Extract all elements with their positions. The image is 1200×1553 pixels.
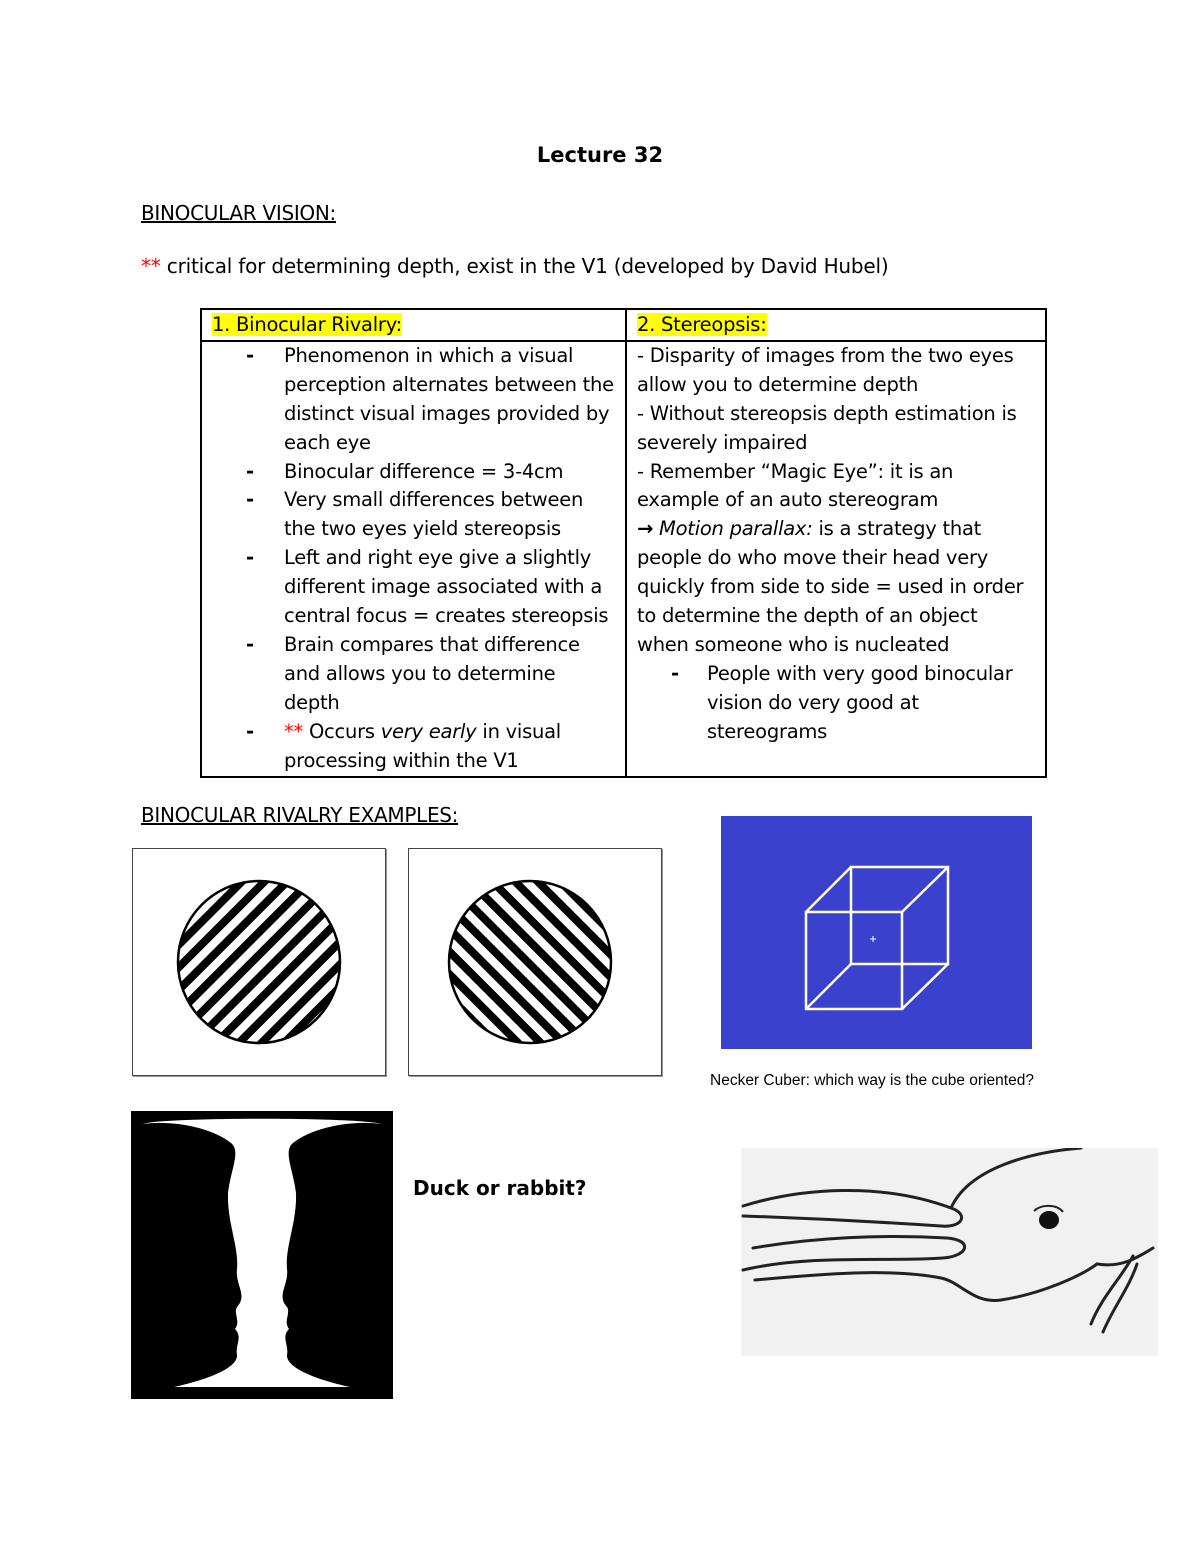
striped-disc-left: [178, 881, 340, 1043]
cube-edges: [806, 867, 948, 1009]
vase-shape: [143, 1119, 381, 1387]
duck-rabbit-eye: [1039, 1211, 1059, 1229]
intro-stars: **: [141, 254, 161, 278]
stars-marker: **: [284, 719, 303, 743]
rivalry-list: [212, 342, 615, 776]
necker-caption: Necker Cuber: which way is the cube oriented?: [710, 1072, 1034, 1089]
page-title: Lecture 32: [536, 143, 664, 167]
comparison-table: [200, 308, 1047, 778]
intro-text: critical for determining depth, exist in the V1 (developed by David Hubel): [160, 254, 889, 278]
list-item: - Brain compares that difference and allows you to determine depth: [212, 631, 615, 718]
list-item: - Very small differences between the two eyes yield stereopsis: [212, 486, 615, 544]
table-header-row: [201, 309, 1046, 341]
header-binocular-rivalry-label: 1. Binocular Rivalry:: [212, 313, 402, 336]
grating-right-graphic: [409, 849, 661, 1075]
list-item: [212, 718, 615, 776]
very-early-text: very early: [380, 719, 477, 743]
stereopsis-line: - Remember “Magic Eye”: it is an example of an auto stereogram: [637, 459, 954, 512]
stereopsis-line: - Without stereopsis depth estimation is severely impaired: [637, 401, 1017, 454]
list-item: - People with very good binocular vision do very good at stereograms: [637, 660, 1035, 747]
duck-rabbit-image: [741, 1148, 1158, 1356]
header-stereopsis: [626, 309, 1046, 341]
rivalry-cell: [201, 341, 626, 777]
striped-disc-right: [449, 881, 611, 1043]
duck-rabbit-label: Duck or rabbit?: [413, 1176, 587, 1200]
duck-rabbit-graphic: [741, 1148, 1158, 1356]
rubin-vase-image: [131, 1111, 393, 1399]
grating-image-right: [408, 848, 662, 1076]
duck-rabbit-lines: [743, 1148, 1153, 1332]
list-item: - Left and right eye give a slightly different image associated with a central focus = creates stereopsis: [212, 544, 615, 631]
necker-cube-graphic: [721, 816, 1032, 1049]
arrow-icon: →: [637, 517, 654, 541]
stereopsis-cell: [626, 341, 1046, 777]
intro-line: [141, 254, 888, 278]
stereopsis-line: - Disparity of images from the two eyes allow you to determine depth: [637, 343, 1014, 396]
occurs-text: Occurs: [303, 719, 381, 743]
heading-binocular-vision: BINOCULAR VISION:: [141, 201, 336, 225]
motion-parallax-term: Motion parallax:: [659, 517, 813, 541]
heading-rivalry-examples: BINOCULAR RIVALRY EXAMPLES:: [141, 803, 459, 827]
header-binocular-rivalry: [201, 309, 626, 341]
stereopsis-sublist: [637, 660, 1035, 747]
motion-parallax-text: is a strategy that people do who move their head very quickly from side to side = used in order to determine the depth of an object when someone who is nucleated: [637, 517, 1024, 656]
list-item: - Phenomenon in which a visual perception alternates between the distinct visual images provided by each eye: [212, 342, 615, 458]
grating-left-graphic: [133, 849, 385, 1075]
grating-image-left: [132, 848, 386, 1076]
header-stereopsis-label: 2. Stereopsis:: [637, 313, 767, 336]
motion-parallax-line: [637, 515, 1035, 660]
center-crosshair: [870, 936, 876, 942]
list-item: - Binocular difference = 3-4cm: [212, 458, 615, 487]
rubin-vase-graphic: [131, 1111, 393, 1399]
occurs-rest-text: in visual processing within the V1: [284, 719, 561, 772]
necker-cube-image: [721, 816, 1032, 1049]
table-body-row: [201, 341, 1046, 777]
